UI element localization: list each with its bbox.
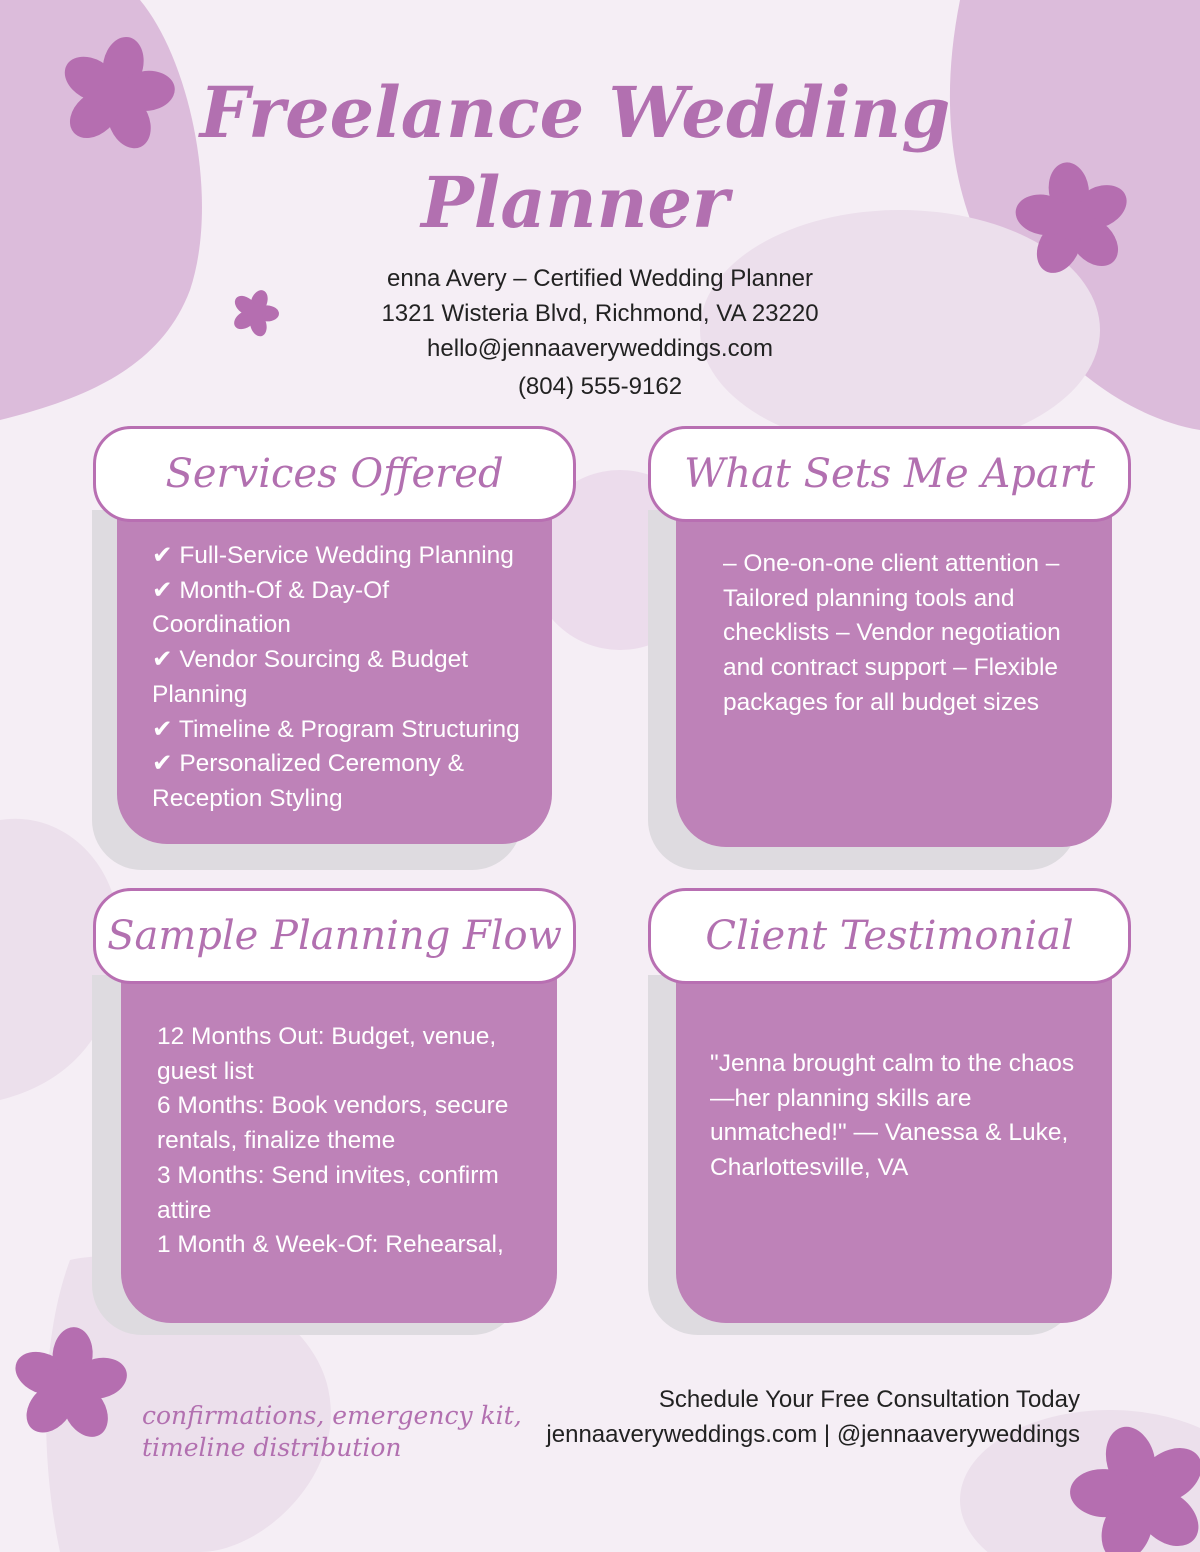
apart-item: and contract support – Flexible <box>723 654 1059 682</box>
services-item: Reception Styling <box>152 784 343 812</box>
apart-card-body <box>676 492 1112 847</box>
footer-cta: Schedule Your Free Consultation Today <box>658 1386 1080 1413</box>
apart-heading: What Sets Me Apart <box>648 426 1131 522</box>
services-item: Coordination <box>152 611 291 639</box>
flow-item: 1 Month & Week-Of: Rehearsal, <box>157 1231 504 1259</box>
testimonial-line: Charlottesville, VA <box>710 1154 909 1182</box>
services-item: Planning <box>152 680 248 708</box>
testimonial-line: unmatched!" — Vanessa & Luke, <box>710 1119 1069 1147</box>
footer-links: jennaaveryweddings.com | @jennaaveryweddings <box>546 1421 1080 1448</box>
flow-item: 12 Months Out: Budget, venue, <box>157 1023 497 1050</box>
services-item: ✔ Month-Of & Day-Of <box>152 576 389 604</box>
footer <box>546 1382 1080 1452</box>
services-item: ✔ Timeline & Program Structuring <box>152 715 520 743</box>
apart-item: packages for all budget sizes <box>723 688 1039 716</box>
apart-item: Tailored planning tools and <box>723 584 1015 612</box>
overflow-text <box>142 1400 522 1464</box>
page-title <box>150 68 1000 248</box>
title-line-1: Freelance Wedding <box>199 71 951 154</box>
services-item: ✔ Vendor Sourcing & Budget <box>152 646 469 674</box>
contact-address: 1321 Wisteria Blvd, Richmond, VA 23220 <box>381 300 819 327</box>
testimonial-heading: Client Testimonial <box>648 888 1131 984</box>
flow-item: 3 Months: Send invites, confirm <box>157 1161 499 1189</box>
testimonial-card-body <box>676 955 1112 1323</box>
flower-icon <box>223 282 287 345</box>
title-line-2: Planner <box>421 161 729 244</box>
flow-item: 6 Months: Book vendors, secure <box>157 1092 509 1120</box>
overflow-line-1: confirmations, emergency kit, <box>142 1401 522 1430</box>
contact-name-line: enna Avery – Certified Wedding Planner <box>386 265 814 292</box>
testimonial-line: "Jenna brought calm to the chaos <box>710 1050 1075 1077</box>
flow-item: attire <box>157 1196 212 1224</box>
apart-item: checklists – Vendor negotiation <box>723 619 1061 647</box>
flow-heading: Sample Planning Flow <box>93 888 576 984</box>
services-item: ✔ Full-Service Wedding Planning <box>152 542 514 569</box>
contact-phone: (804) 555-9162 <box>517 373 683 400</box>
services-heading: Services Offered <box>93 426 576 522</box>
contact-email: hello@jennaaveryweddings.com <box>427 335 773 362</box>
services-card-body <box>117 492 552 844</box>
flow-card-body <box>121 955 557 1323</box>
apart-item: – One-on-one client attention – <box>723 550 1060 577</box>
services-item: ✔ Personalized Ceremony & <box>152 750 464 778</box>
testimonial-line: —her planning skills are <box>710 1084 972 1112</box>
overflow-line-2: timeline distribution <box>142 1433 402 1462</box>
flow-item: rentals, finalize theme <box>157 1127 396 1155</box>
flow-item: guest list <box>157 1057 254 1085</box>
